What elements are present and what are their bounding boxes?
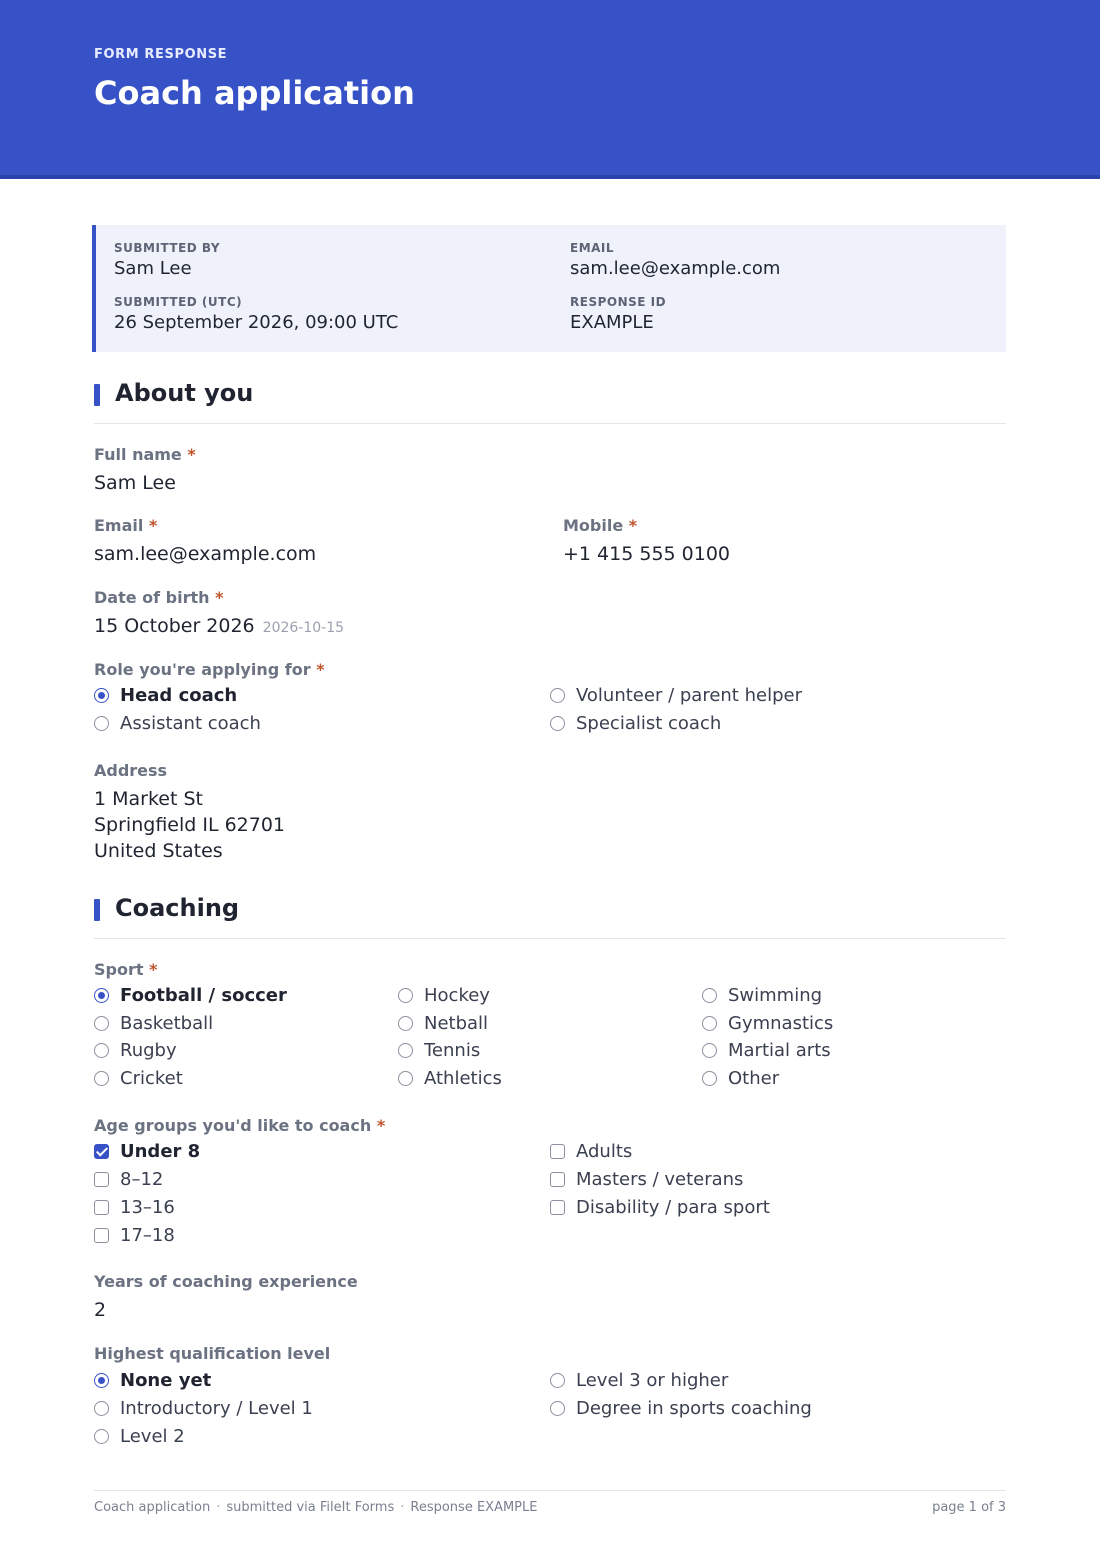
radio-icon (94, 1071, 109, 1086)
meta-submitted-by (114, 241, 220, 279)
page-title: Coach application (94, 74, 415, 112)
meta-value: 26 September 2026, 09:00 UTC (114, 312, 399, 333)
sport-option-other[interactable] (702, 1067, 779, 1091)
option-label: Martial arts (728, 1040, 831, 1061)
age-option-adults[interactable] (550, 1140, 632, 1164)
option-label: Level 2 (120, 1426, 185, 1447)
option-label: Under 8 (120, 1141, 201, 1162)
label-text: Sport (94, 960, 144, 979)
radio-icon (550, 1401, 565, 1416)
radio-icon (398, 988, 413, 1003)
checkbox-checked-icon (94, 1144, 109, 1159)
section-coaching (94, 894, 1006, 939)
sport-option-athletics[interactable] (398, 1067, 502, 1091)
checkbox-icon (94, 1172, 109, 1187)
label-text: Email (94, 516, 144, 535)
meta-value: Sam Lee (114, 258, 192, 279)
dob-value: 15 October 2026 (94, 615, 255, 637)
age-option-under-8[interactable] (94, 1140, 200, 1164)
sport-option-martial-arts[interactable] (702, 1039, 831, 1063)
radio-icon (702, 988, 717, 1003)
question-label (94, 660, 325, 679)
section-about-you (94, 379, 1006, 424)
question-full-name (94, 445, 196, 496)
form-header (0, 0, 1100, 179)
answer-value: 2 (94, 1299, 107, 1321)
qual-option-level-1[interactable] (94, 1397, 313, 1421)
option-label: Athletics (424, 1068, 502, 1089)
meta-response-id (570, 295, 666, 333)
question-mobile (563, 516, 730, 567)
answer-value: sam.lee@example.com (94, 543, 317, 565)
radio-icon (550, 688, 565, 703)
checkbox-icon (94, 1228, 109, 1243)
required-marker: * (148, 516, 158, 535)
sport-option-tennis[interactable] (398, 1039, 480, 1063)
radio-icon (94, 1401, 109, 1416)
required-marker: * (316, 660, 325, 679)
option-label: Level 3 or higher (576, 1370, 729, 1391)
question-label (94, 588, 344, 607)
option-label: Assistant coach (120, 713, 261, 734)
option-label: 17–18 (120, 1225, 175, 1246)
section-accent-bar (94, 384, 100, 406)
radio-icon (398, 1043, 413, 1058)
section-accent-bar (94, 899, 100, 921)
option-label: Other (728, 1068, 780, 1089)
page-footer (94, 1490, 1006, 1515)
radio-selected-icon (94, 1373, 109, 1388)
qual-option-degree[interactable] (550, 1397, 812, 1421)
radio-icon (550, 716, 565, 731)
option-label: Masters / veterans (576, 1169, 744, 1190)
sport-option-gymnastics[interactable] (702, 1012, 833, 1036)
option-label: Hockey (424, 985, 490, 1006)
option-label: 13–16 (120, 1197, 175, 1218)
question-date-of-birth (94, 588, 344, 641)
label-text: Date of birth (94, 588, 210, 607)
role-option-assistant-coach[interactable] (94, 712, 261, 736)
label-text: Age groups you'd like to coach (94, 1116, 372, 1135)
sport-option-hockey[interactable] (398, 984, 490, 1008)
meta-label: SUBMITTED (UTC) (114, 295, 243, 309)
question-qualification (94, 1344, 330, 1363)
option-label: Basketball (120, 1013, 214, 1034)
radio-selected-icon (94, 988, 109, 1003)
meta-label: SUBMITTED BY (114, 241, 221, 255)
radio-icon (94, 1016, 109, 1031)
sport-option-football[interactable] (94, 984, 287, 1008)
age-option-disability[interactable] (550, 1196, 770, 1220)
sport-option-basketball[interactable] (94, 1012, 213, 1036)
answer-value: +1 415 555 0100 (563, 543, 731, 565)
label-text: Role you're applying for (94, 660, 311, 679)
meta-submitted-utc (114, 295, 398, 333)
option-label: Swimming (728, 985, 823, 1006)
question-label (94, 1116, 385, 1135)
qual-option-level-2[interactable] (94, 1425, 185, 1449)
radio-selected-icon (94, 688, 109, 703)
radio-icon (702, 1071, 717, 1086)
role-option-volunteer[interactable] (550, 684, 802, 708)
sport-option-swimming[interactable] (702, 984, 822, 1008)
qual-option-none[interactable] (94, 1369, 211, 1393)
question-experience (94, 1272, 358, 1323)
sport-option-rugby[interactable] (94, 1039, 177, 1063)
question-label: Years of coaching experience (94, 1272, 358, 1291)
question-age-groups (94, 1116, 385, 1135)
option-label: 8–12 (120, 1169, 164, 1190)
qual-option-level-3[interactable] (550, 1369, 728, 1393)
required-marker: * (628, 516, 638, 535)
required-marker: * (187, 445, 196, 464)
question-label: Address (94, 761, 168, 780)
footer-response: Response EXAMPLE (410, 1500, 538, 1515)
meta-value: EXAMPLE (570, 312, 654, 333)
sport-option-cricket[interactable] (94, 1067, 183, 1091)
question-sport (94, 960, 157, 979)
age-option-17-18[interactable] (94, 1224, 175, 1248)
meta-email (570, 241, 780, 279)
option-label: Rugby (120, 1040, 177, 1061)
radio-icon (94, 1043, 109, 1058)
label-text: Mobile (563, 516, 624, 535)
option-label: Head coach (120, 685, 238, 706)
option-label: Adults (576, 1141, 633, 1162)
label-text: Full name (94, 445, 182, 464)
option-label: Introductory / Level 1 (120, 1398, 313, 1419)
radio-icon (702, 1016, 717, 1031)
option-label: Specialist coach (576, 713, 722, 734)
required-marker: * (376, 1116, 386, 1135)
question-label (94, 445, 196, 464)
age-option-8-12[interactable] (94, 1168, 163, 1192)
meta-label: EMAIL (570, 241, 615, 255)
submission-meta-box (92, 225, 1006, 352)
question-label (94, 516, 316, 535)
radio-icon (398, 1016, 413, 1031)
required-marker: * (149, 960, 158, 979)
address-line-3: United States (94, 840, 223, 862)
option-label: Degree in sports coaching (576, 1398, 812, 1419)
radio-icon (702, 1043, 717, 1058)
sport-option-netball[interactable] (398, 1012, 488, 1036)
question-address (94, 761, 285, 864)
question-role (94, 660, 325, 679)
section-title: About you (115, 379, 254, 407)
footer-form-name: Coach application (94, 1500, 211, 1515)
radio-icon (550, 1373, 565, 1388)
meta-label: RESPONSE ID (570, 295, 667, 309)
option-label: Football / soccer (120, 985, 287, 1006)
option-label: Tennis (424, 1040, 481, 1061)
address-line-2: Springfield IL 62701 (94, 814, 286, 836)
checkbox-icon (94, 1200, 109, 1215)
age-option-13-16[interactable] (94, 1196, 175, 1220)
age-option-masters[interactable] (550, 1168, 743, 1192)
question-label (563, 516, 730, 535)
footer-separator: · (400, 1500, 405, 1515)
required-marker: * (215, 588, 224, 607)
question-label (94, 960, 157, 979)
radio-icon (398, 1071, 413, 1086)
checkbox-icon (550, 1144, 565, 1159)
meta-value: sam.lee@example.com (570, 258, 781, 279)
question-label: Highest qualification level (94, 1344, 331, 1363)
page-number: page 1 of 3 (932, 1500, 1006, 1515)
radio-icon (94, 1429, 109, 1444)
option-label: None yet (120, 1370, 212, 1391)
option-label: Cricket (120, 1068, 183, 1089)
role-option-head-coach[interactable] (94, 684, 237, 708)
role-option-specialist[interactable] (550, 712, 721, 736)
answer-value (94, 613, 344, 641)
answer-value (94, 786, 285, 864)
option-label: Gymnastics (728, 1013, 834, 1034)
header-kicker: FORM RESPONSE (94, 47, 228, 62)
question-email (94, 516, 316, 567)
footer-source: submitted via FileIt Forms (226, 1500, 395, 1515)
checkbox-icon (550, 1200, 565, 1215)
checkbox-icon (550, 1172, 565, 1187)
option-label: Volunteer / parent helper (576, 685, 802, 706)
option-label: Disability / para sport (576, 1197, 770, 1218)
dob-iso: 2026-10-15 (262, 620, 345, 636)
answer-value: Sam Lee (94, 472, 176, 494)
address-line-1: 1 Market St (94, 788, 203, 810)
option-label: Netball (424, 1013, 489, 1034)
footer-separator: · (216, 1500, 221, 1515)
section-title: Coaching (115, 894, 240, 922)
radio-icon (94, 716, 109, 731)
